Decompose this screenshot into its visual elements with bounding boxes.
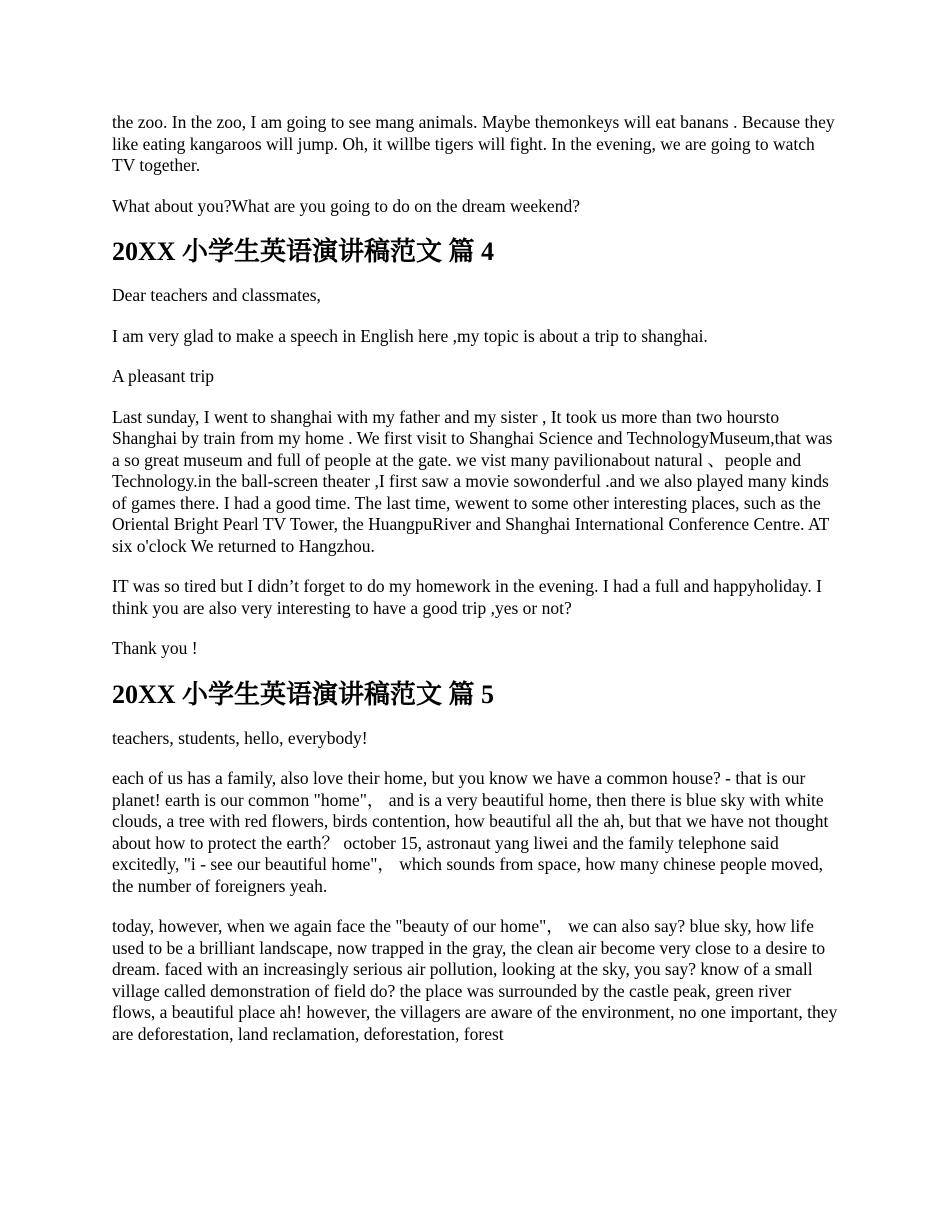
paragraph-what-about-you: What about you?What are you going to do on the dream weekend? — [112, 195, 580, 216]
section-heading-5: 20XX 小学生英语演讲稿范文 篇 5 — [112, 679, 495, 709]
paragraph-zoo: the zoo. In the zoo, I am going to see mang animals. Maybe themonkeys will eat banans . Because they like eating kangaroos will jump. Oh, it willbe tigers will fight. In the evening, we are going to watch TV together. — [112, 112, 835, 175]
paragraph-subtitle: A pleasant trip — [112, 366, 215, 386]
paragraph-trip-story: Last sunday, I went to shanghai with my father and my sister , It took us more than two hoursto Shanghai by train from my home . We first visit to Shanghai Science and TechnologyMuseum,that was a so great museum and full of people at the gate. we vist many pavilionabout natural 、people and Technology.in the ball-screen theater ,I first saw a movie sowonderful .and we also played many kinds of games there. I had a good time. The last time, wewent to some other interesting places, such as the Oriental Bright Pearl TV Tower, the HuangpuRiver and Shanghai International Conference Centre. AT six o'clock We returned to Hangzhou. — [112, 406, 833, 556]
paragraph-intro: I am very glad to make a speech in English here ,my topic is about a trip to shanghai. — [112, 325, 708, 346]
paragraph-hello: teachers, students, hello, everybody! — [112, 727, 368, 748]
paragraph-thanks: Thank you ! — [112, 638, 198, 658]
paragraph-earth-home: each of us has a family, also love their home, but you know we have a common house? - that is our planet! earth is our common "home"， and is a very beautiful home, then there is blue sky with white clouds, a tree with red flowers, birds contention, how beautiful all the ah, but that we have not thought about how to protect the earth？ october 15, astronaut yang liwei and the family telephone said excitedly, "i - see our beautiful home"， which sounds from space, how many chinese people moved, the number of foreigners yeah. — [112, 768, 829, 896]
paragraph-tired: IT was so tired but I didn’t forget to do my homework in the evening. I had a full and happyholiday. I think you are also very interesting to have a good trip ,yes or not? — [112, 576, 822, 618]
paragraph-greeting: Dear teachers and classmates, — [112, 285, 321, 305]
paragraph-pollution: today, however, when we again face the "beauty of our home"， we can also say? blue sky, how life used to be a brilliant landscape, now trapped in the gray, the clean air become very close to a desire to dream. faced with an increasingly serious air pollution, looking at the sky, you say? know of a small village called demonstration of field do? the place was surrounded by the castle peak, green river flows, a beautiful place ah! however, the villagers are aware of the environment, no one important, they are deforestation, land reclamation, deforestation, forest — [112, 916, 838, 1044]
document-page — [112, 112, 838, 1064]
section-heading-4: 20XX 小学生英语演讲稿范文 篇 4 — [112, 237, 495, 266]
